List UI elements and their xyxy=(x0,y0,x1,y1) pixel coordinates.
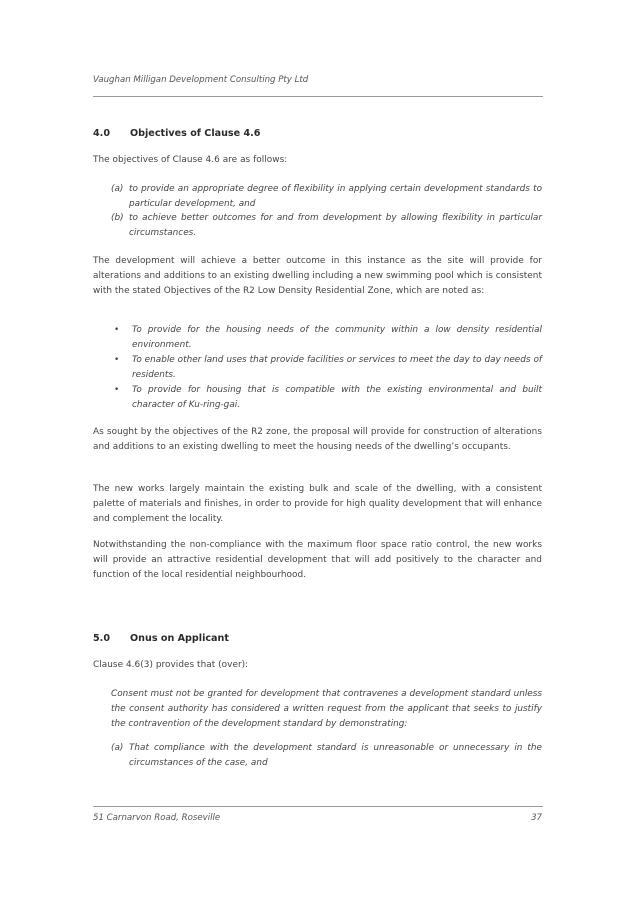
bullet-3: • xyxy=(114,385,120,395)
page-header-company: Vaughan Milligan Development Consulting Pty Ltd xyxy=(93,75,309,85)
section-4-title: Objectives of Clause 4.6 xyxy=(130,128,261,139)
section-4-intro: The objectives of Clause 4.6 are as follows: xyxy=(93,155,288,165)
objective-a xyxy=(111,182,542,212)
section-4-heading xyxy=(93,128,260,139)
footer-address: 51 Carnarvon Road, Roseville xyxy=(93,813,221,823)
section-4-para-3: The new works largely maintain the existing bulk and scale of the dwelling, with a consistent palette of materials and finishes, in order to provide for high quality development that will enhance and complement the locality. xyxy=(93,484,542,524)
objective-a-mark: (a) xyxy=(111,184,124,194)
zone-objective-2 xyxy=(114,353,542,383)
clause-quote: Consent must not be granted for development that contravenes a development standard unless the consent authority has considered a written request from the applicant that seeks to justify the contravention of the development standard by demonstrating: xyxy=(111,689,542,729)
header-rule xyxy=(93,96,543,97)
zone-objective-2-text: To enable other land uses that provide facilities or services to meet the day to day needs of residents. xyxy=(132,355,542,380)
bullet-1: • xyxy=(114,325,120,335)
zone-objective-1-text: To provide for the housing needs of the community within a low density residential environment. xyxy=(132,325,542,350)
clause-item-a xyxy=(111,741,542,771)
section-4-para-4: Notwithstanding the non-compliance with the maximum floor space ratio control, the new works will provide an attractive residential development that will add positively to the character and function of the local residential neighbourhood. xyxy=(93,540,542,580)
section-5-intro: Clause 4.6(3) provides that (over): xyxy=(93,660,249,670)
section-4-para-1: The development will achieve a better outcome in this instance as the site will provide for alterations and additions to an existing dwelling including a new swimming pool which is consistent with the stated Objectives of the R2 Low Density Residential Zone, which are noted as: xyxy=(93,256,542,296)
zone-objective-3-text: To provide for housing that is compatible with the existing environmental and built character of Ku-ring-gai. xyxy=(132,385,542,410)
page-number: 37 xyxy=(531,813,542,823)
section-4-para-2: As sought by the objectives of the R2 zone, the proposal will provide for construction of alterations and additions to an existing dwelling to meet the housing needs of the dwelling’s occupants. xyxy=(93,427,542,452)
objective-b-text: to achieve better outcomes for and from development by allowing flexibility in particular circumstances. xyxy=(129,213,542,238)
bullet-2: • xyxy=(114,355,120,365)
section-5-heading xyxy=(93,633,229,644)
objective-b-mark: (b) xyxy=(111,213,124,223)
objective-b xyxy=(111,211,542,241)
footer-rule xyxy=(93,806,543,807)
zone-objective-1 xyxy=(114,323,542,353)
clause-item-a-mark: (a) xyxy=(111,743,124,753)
objective-a-text: to provide an appropriate degree of flexibility in applying certain development standards to particular development, and xyxy=(129,184,542,209)
zone-objective-3 xyxy=(114,383,542,413)
section-5-number: 5.0 xyxy=(93,633,110,644)
section-5-title: Onus on Applicant xyxy=(130,633,229,644)
section-4-number: 4.0 xyxy=(93,128,110,139)
clause-item-a-text: That compliance with the development standard is unreasonable or unnecessary in the circumstances of the case, and xyxy=(129,743,542,768)
